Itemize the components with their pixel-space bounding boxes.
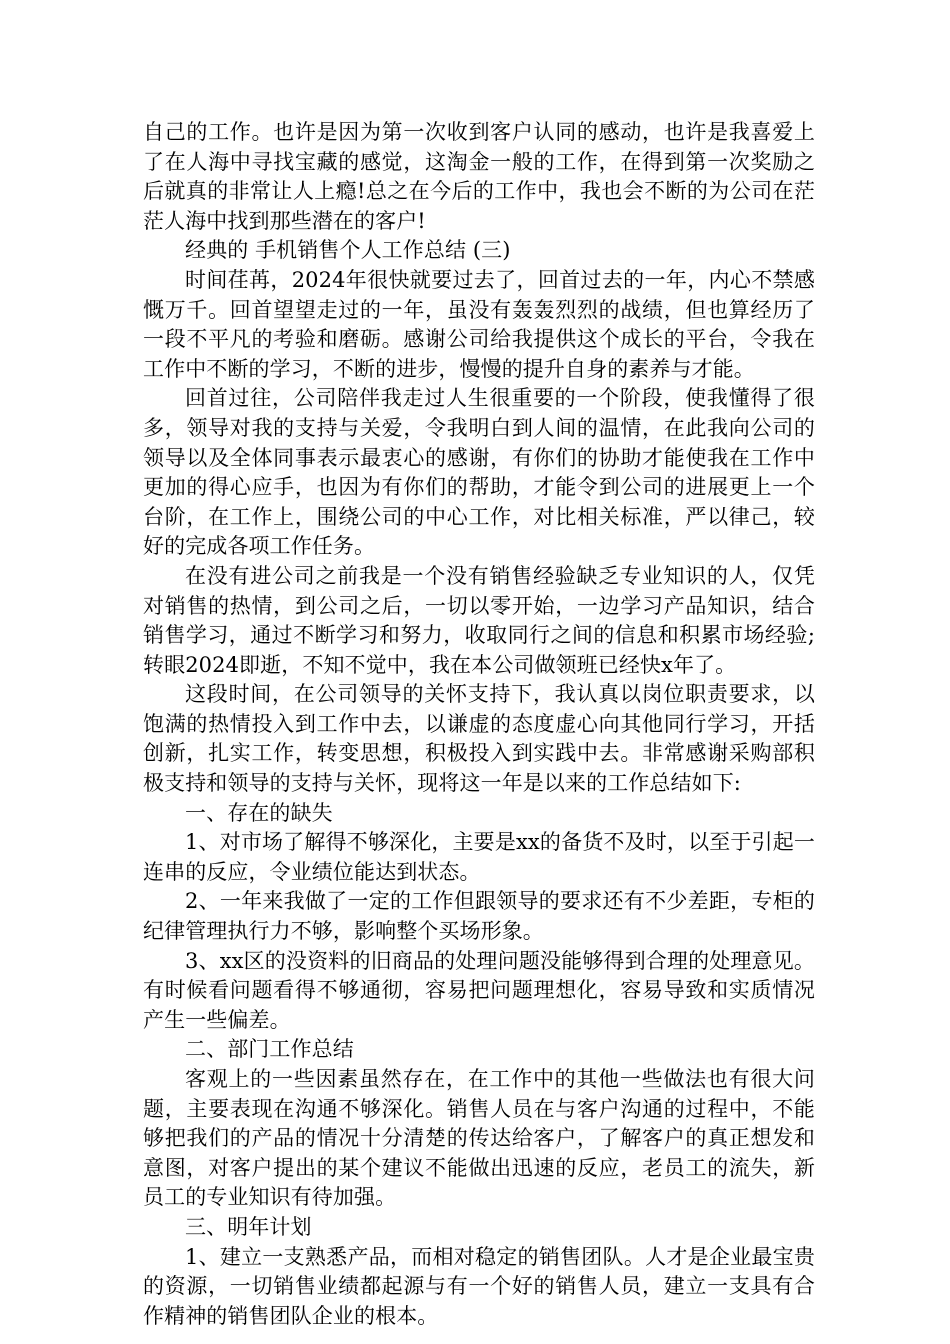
list-item: 2、一年来我做了一定的工作但跟领导的要求还有不少差距，专柜的纪律管理执行力不够，影响整个买场形象。 xyxy=(143,889,815,944)
heading-department-summary: 二、部门工作总结 xyxy=(185,1037,354,1062)
paragraph: 客观上的一些因素虽然存在，在工作中的其他一些做法也有很大问题，主要表现在沟通不够深化。销售人员在与客户沟通的过程中，不能够把我们的产品的情况十分清楚的传达给客户，了解客户的真正想发和意图，对客户提出的某个建议不能做出迅速的反应，老员工的流失，新员工的专业知识有待加强。 xyxy=(143,1067,815,1210)
paragraph-opening: 自己的工作。也许是因为第一次收到客户认同的感动，也许是我喜爱上了在人海中寻找宝藏的感觉，这淘金一般的工作，在得到第一次奖励之后就真的非常让人上瘾!总之在今后的工作中，我也会不断的为公司在茫茫人海中找到那些潜在的客户! xyxy=(143,120,815,233)
list-item: 3、xx区的没资料的旧商品的处理问题没能够得到合理的处理意见。有时候看问题看得不够通彻，容易把问题理想化，容易导致和实质情况产生一些偏差。 xyxy=(143,948,815,1032)
document-page xyxy=(143,118,815,1331)
section-title: 经典的 手机销售个人工作总结 (三) xyxy=(185,238,511,263)
paragraph: 回首过往，公司陪伴我走过人生很重要的一个阶段，使我懂得了很多，领导对我的支持与关爱，令我明白到人间的温情，在此我向公司的领导以及全体同事表示最衷心的感谢，有你们的协助才能使我在工作中更加的得心应手，也因为有你们的帮助，才能令到公司的进展更上一个台阶，在工作上，围绕公司的中心工作，对比相关标准，严以律己，较好的完成各项工作任务。 xyxy=(143,386,815,559)
heading-next-year-plan: 三、明年计划 xyxy=(185,1214,312,1239)
paragraph: 时间荏苒，2024年很快就要过去了，回首过去的一年，内心不禁感慨万千。回首望望走过的一年，虽没有轰轰烈烈的战绩，但也算经历了一段不平凡的考验和磨砺。感谢公司给我提供这个成长的平台，令我在工作中不断的学习，不断的进步，慢慢的提升自身的素养与才能。 xyxy=(143,267,815,381)
list-item: 1、对市场了解得不够深化，主要是xx的备货不及时，以至于引起一连串的反应，令业绩位能达到状态。 xyxy=(143,830,815,884)
paragraph: 在没有进公司之前我是一个没有销售经验缺乏专业知识的人，仅凭对销售的热情，到公司之后，一切以零开始，一边学习产品知识，结合销售学习，通过不断学习和努力，收取同行之间的信息和积累市场经验;转眼2024即逝，不知不觉中，我在本公司做领班已经快x年了。 xyxy=(143,563,815,677)
list-item: 1、建立一支熟悉产品，而相对稳定的销售团队。人才是企业最宝贵的资源，一切销售业绩都起源与有一个好的销售人员，建立一支具有合作精神的销售团队企业的根本。 xyxy=(143,1244,815,1328)
heading-shortcomings: 一、存在的缺失 xyxy=(185,800,333,825)
paragraph: 这段时间，在公司领导的关怀支持下，我认真以岗位职责要求，以饱满的热情投入到工作中去，以谦虚的态度虚心向其他同行学习，开括创新，扎实工作，转变思想，积极投入到实践中去。非常感谢采购部积极支持和领导的支持与关怀，现将这一年是以来的工作总结如下: xyxy=(143,682,815,796)
